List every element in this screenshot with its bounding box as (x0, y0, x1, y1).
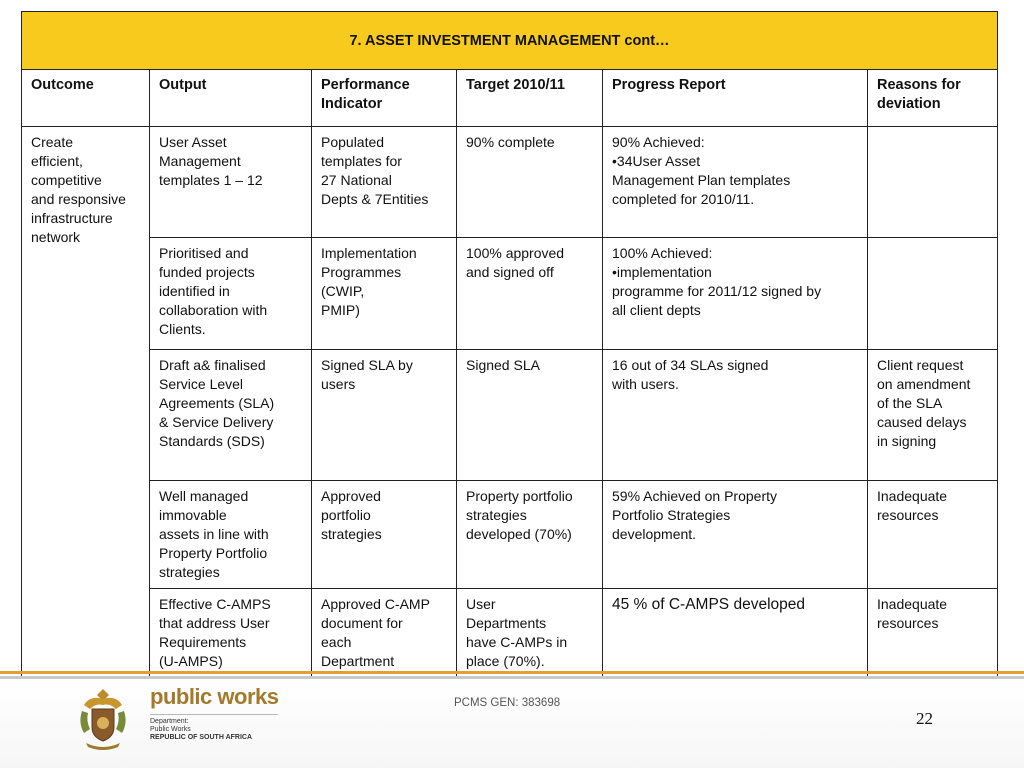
target-cell: 100% approved and signed off (457, 238, 603, 350)
brand-republic: REPUBLIC OF SOUTH AFRICA (150, 734, 253, 741)
footer-divider-orange (0, 671, 1024, 674)
indicator-cell: Implementation Programmes (CWIP, PMIP) (312, 238, 457, 350)
table-row (22, 481, 998, 589)
output-cell: Effective C-AMPS that address User Requirements (U-AMPS) (150, 589, 312, 682)
brand-department: Department: (150, 718, 189, 725)
table-row (22, 350, 998, 481)
table-row (22, 589, 998, 682)
header-reasons-for-deviation: Reasons for deviation (868, 70, 998, 127)
brand-public-works: Public Works (150, 726, 191, 733)
progress-cell: 16 out of 34 SLAs signed with users. (603, 350, 868, 481)
output-cell: Prioritised and funded projects identified in collaboration with Clients. (150, 238, 312, 350)
asset-investment-table (21, 11, 998, 682)
header-performance-indicator: Performance Indicator (312, 70, 457, 127)
progress-cell: 45 % of C-AMPS developed (603, 589, 868, 682)
reason-cell (868, 127, 998, 238)
slide-title: 7. ASSET INVESTMENT MANAGEMENT cont… (22, 12, 998, 70)
outcome-cell: Create efficient, competitive and responsive infrastructure network (22, 127, 150, 682)
header-target: Target 2010/11 (457, 70, 603, 127)
progress-cell: 59% Achieved on Property Portfolio Strategies development. (603, 481, 868, 589)
brand-divider (150, 714, 278, 715)
table-row (22, 127, 998, 238)
indicator-cell: Approved C-AMP document for each Department (312, 589, 457, 682)
reason-cell: Inadequate resources (868, 481, 998, 589)
indicator-cell: Signed SLA by users (312, 350, 457, 481)
brand-name: public works (150, 684, 279, 709)
table-row (22, 238, 998, 350)
target-cell: Signed SLA (457, 350, 603, 481)
reason-cell (868, 238, 998, 350)
output-cell: Well managed immovable assets in line with Property Portfolio strategies (150, 481, 312, 589)
reason-cell: Inadequate resources (868, 589, 998, 682)
public-works-logo (150, 684, 290, 754)
target-cell: Property portfolio strategies developed (70%) (457, 481, 603, 589)
reason-cell: Client request on amendment of the SLA caused delays in signing (868, 350, 998, 481)
progress-cell: 100% Achieved: •implementation programme for 2011/12 signed by all client depts (603, 238, 868, 350)
pcms-reference: PCMS GEN: 383698 (454, 697, 561, 709)
indicator-cell: Populated templates for 27 National Depts & 7Entities (312, 127, 457, 238)
header-outcome: Outcome (22, 70, 150, 127)
target-cell: 90% complete (457, 127, 603, 238)
header-row (22, 70, 998, 127)
output-cell: Draft a& finalised Service Level Agreements (SLA) & Service Delivery Standards (SDS) (150, 350, 312, 481)
target-cell: User Departments have C-AMPs in place (70%). (457, 589, 603, 682)
header-output: Output (150, 70, 312, 127)
coat-of-arms-icon (76, 685, 130, 753)
progress-cell: 90% Achieved: •34User Asset Management Plan templates completed for 2010/11. (603, 127, 868, 238)
page-number: 22 (916, 709, 933, 728)
indicator-cell: Approved portfolio strategies (312, 481, 457, 589)
header-progress-report: Progress Report (603, 70, 868, 127)
output-cell: User Asset Management templates 1 – 12 (150, 127, 312, 238)
